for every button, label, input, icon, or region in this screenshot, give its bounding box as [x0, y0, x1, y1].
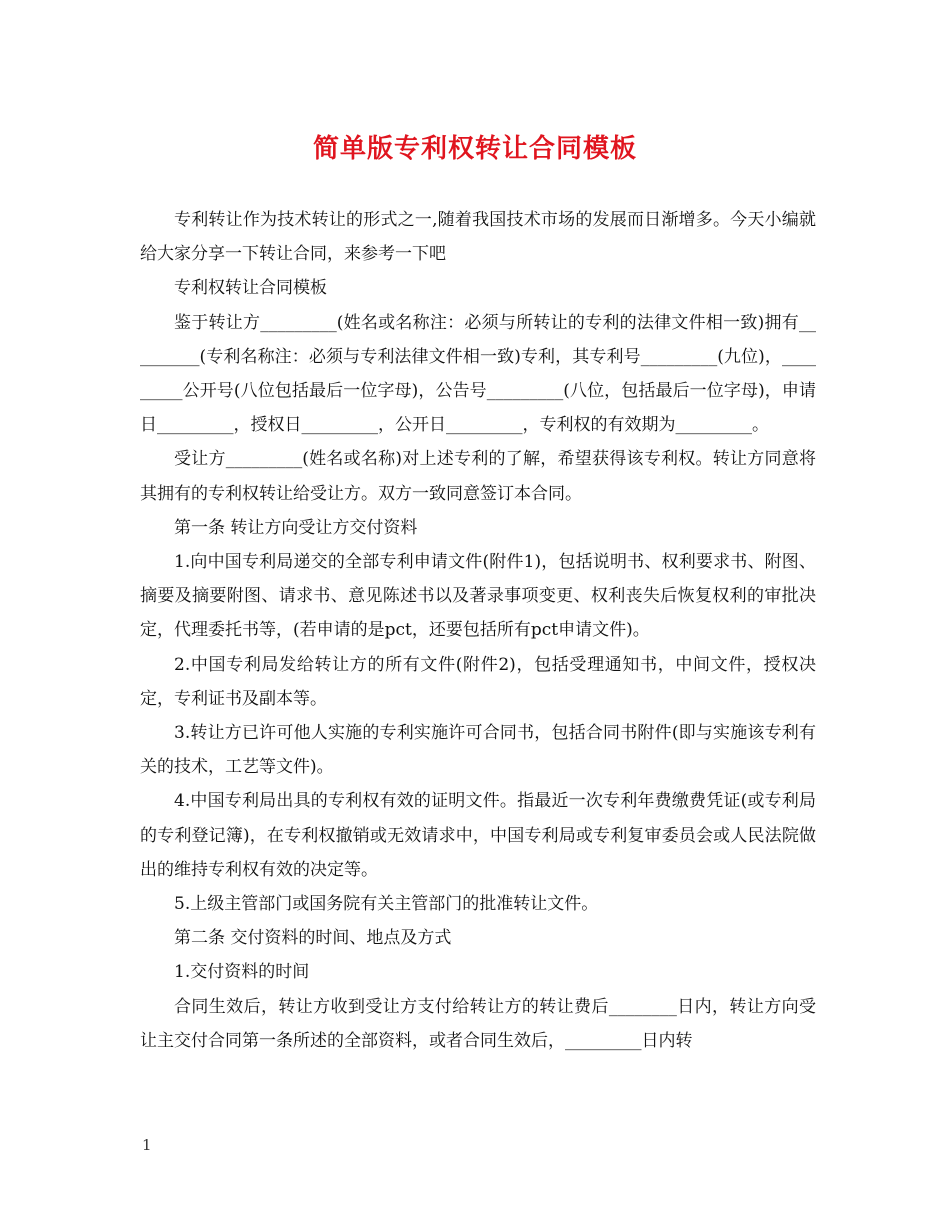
template-heading: 专利权转让合同模板: [174, 278, 327, 299]
transferee-paragraph: 受让方_________(姓名或名称)对上述专利的了解，希望获得该专利权。转让方同意将其拥有的专利权转让给受让方。双方一致同意签订本合同。: [140, 449, 816, 504]
article-1-heading: 第一条 转让方向受让方交付资料: [174, 517, 418, 538]
intro-paragraph: 专利转让作为技术转让的形式之一,随着我国技术市场的发展而日渐增多。今天小编就给大家分享一下转让合同，来参考一下吧: [140, 210, 816, 265]
article-1-item-1: 1.向中国专利局递交的全部专利申请文件(附件1)，包括说明书、权利要求书、附图、摘要及摘要附图、请求书、意见陈述书以及著录事项变更、权利丧失后恢复权利的审批决定，代理委托书等，(若申请的是pct，还要包括所有pct申请文件)。: [140, 552, 816, 641]
article-2-heading: 第二条 交付资料的时间、地点及方式: [174, 928, 452, 949]
article-2-item-1: 1.交付资料的时间: [174, 962, 310, 983]
article-2-item-1-text: 合同生效后，转让方收到受让方支付给转让方的转让费后________日内，转让方向受让主交付合同第一条所述的全部资料，或者合同生效后，_________日内转: [140, 996, 816, 1051]
document-body: [140, 203, 816, 1058]
article-1-item-2: 2.中国专利局发给转让方的所有文件(附件2)，包括受理通知书，中间文件，授权决定，专利证书及副本等。: [140, 654, 816, 709]
page-number: 1: [142, 1136, 152, 1154]
whereas-paragraph: 鉴于转让方_________(姓名或名称注：必须与所转让的专利的法律文件相一致)拥有_________(专利名称注：必须与专利法律文件相一致)专利，其专利号_________(九位)，_________公开号(八位包括最后一位字母)，公告号_________(八位，包括最后一位字母)，申请日_________，授权日_________，公开日_________，专利权的有效期为_________。: [140, 312, 816, 436]
article-1-item-5: 5.上级主管部门或国务院有关主管部门的批准转让文件。: [174, 894, 599, 915]
document-title: 简单版专利权转让合同模板: [312, 134, 637, 164]
article-1-item-4: 4.中国专利局出具的专利权有效的证明文件。指最近一次专利年费缴费凭证(或专利局的专利登记簿)，在专利权撤销或无效请求中，中国专利局或专利复审委员会或人民法院做出的维持专利权有效的决定等。: [140, 791, 816, 880]
article-1-item-3: 3.转让方已许可他人实施的专利实施许可合同书，包括合同书附件(即与实施该专利有关的技术，工艺等文件)。: [140, 723, 816, 778]
